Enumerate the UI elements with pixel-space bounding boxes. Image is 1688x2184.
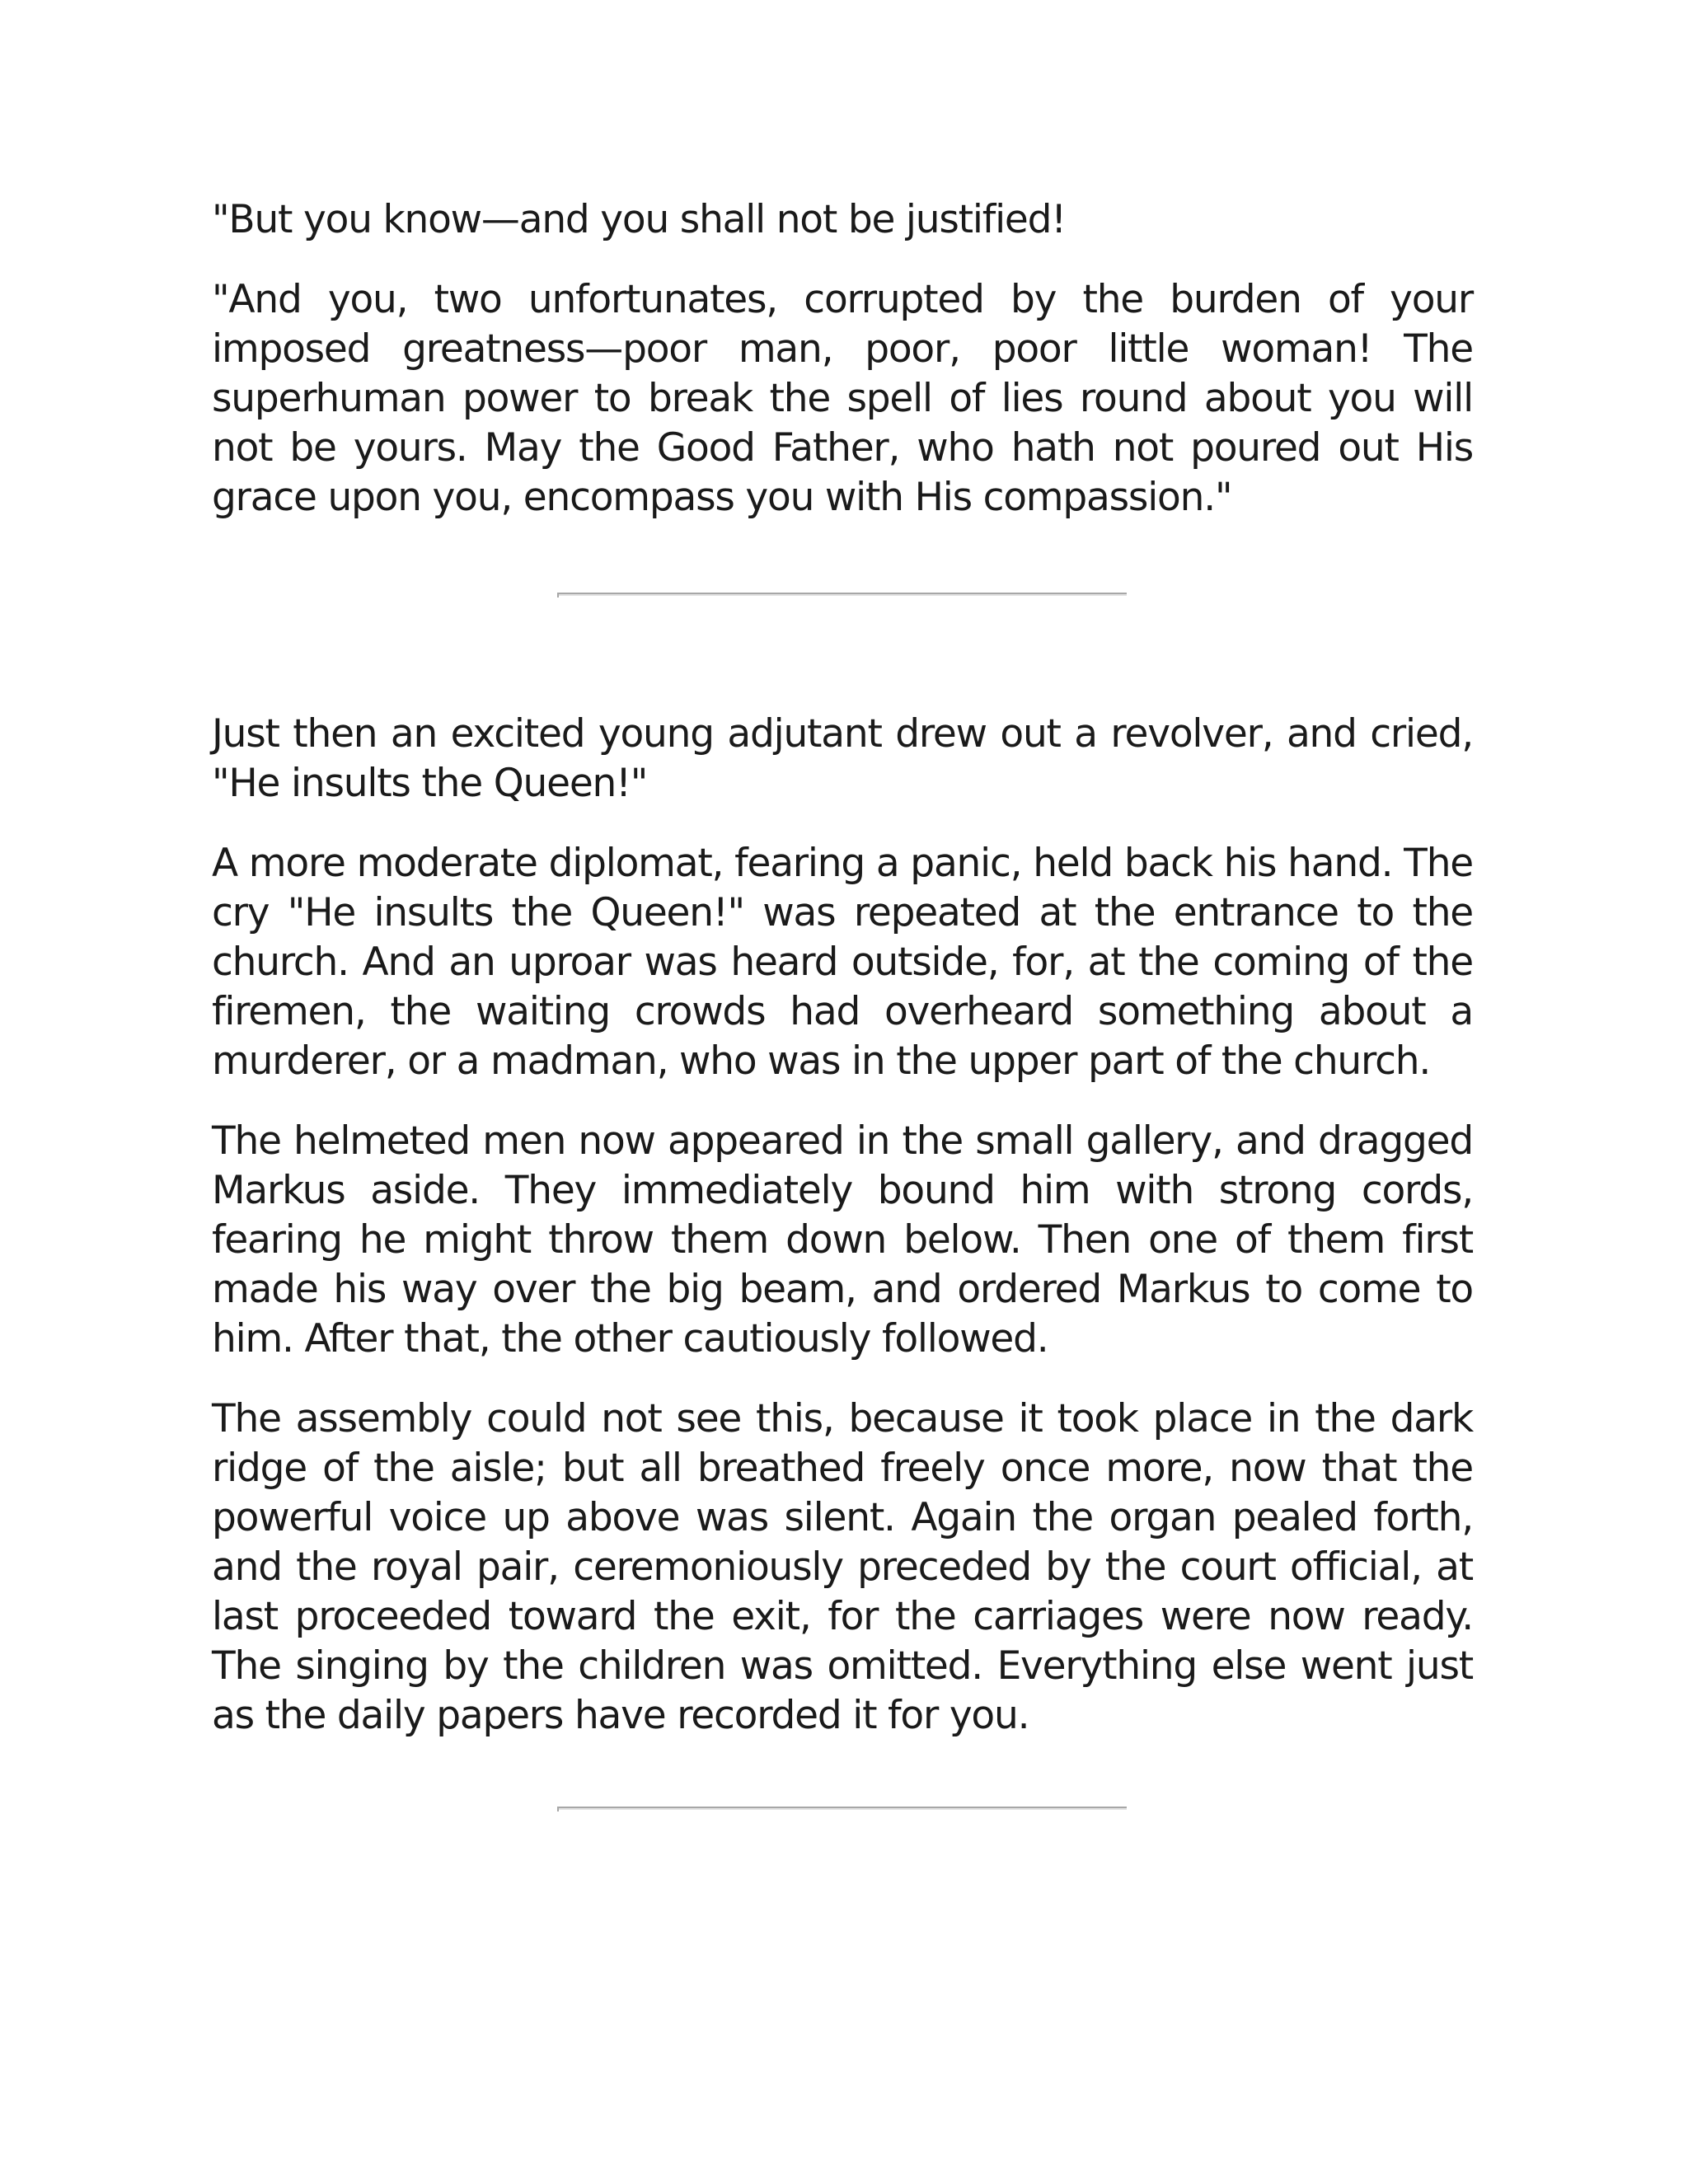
paragraph-young-adjutant: Just then an excited young adjutant drew out a revolver, and cried, "He insults the Queen!" bbox=[212, 711, 1473, 806]
paragraph-moderate-diplomat: A more moderate diplomat, fearing a panic, held back his hand. The cry "He insults the Queen!" was repeated at the entrance to the church. And an uproar was heard outside, for, at the coming of the firemen, the waiting crowds had overheard something about a murderer, or a madman, who was in the upper part of the church. bbox=[212, 841, 1473, 1084]
paragraph-and-you-two-unfortunates: "And you, two unfortunates, corrupted by the burden of your imposed greatness—poor man, poor, poor little woman! The superhuman power to break the spell of lies round about you will not be yours. May the Good Father, who hath not poured out His grace upon you, encompass you with His compassion." bbox=[212, 277, 1473, 520]
section-divider-2 bbox=[558, 1807, 1127, 1810]
paragraph-but-you-know: "But you know—and you shall not be justified! bbox=[212, 197, 1066, 242]
paragraph-assembly: The assembly could not see this, because it took place in the dark ridge of the aisle; but all breathed freely once more, now that the powerful voice up above was silent. Again the organ pealed forth, and the royal pair, ceremoniously preceded by the court official, at last proceeded toward the exit, for the carriages were now ready. The singing by the children was omitted. Everything else went just as the daily papers have recorded it for you. bbox=[212, 1396, 1473, 1738]
section-divider-1 bbox=[558, 593, 1127, 596]
document-page bbox=[212, 195, 1473, 1810]
paragraph-helmeted-men: The helmeted men now appeared in the small gallery, and dragged Markus aside. They immediately bound him with strong cords, fearing he might throw them down below. Then one of them first made his way over the big beam, and ordered Markus to come to him. After that, the other cautiously followed. bbox=[212, 1118, 1473, 1361]
